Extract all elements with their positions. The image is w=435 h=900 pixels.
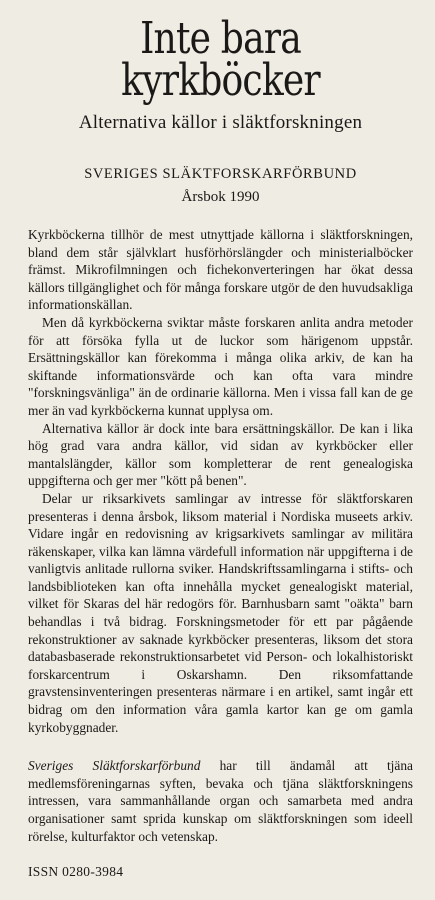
paragraph-1: Kyrkböckerna tillhör de mest utnyttjade källorna i släktforskningen, bland dem står självklart husförhörslängder och ministerialböcker främst. Mikrofilmningen och fichekonverteringen har ökat dessa källors tillgänglighet och för många forskare utgör de den huvudsakliga informationskällan. [28,227,413,313]
closing-statement [28,757,413,845]
issn-number: ISSN 0280-3984 [28,864,124,880]
paragraph-3: Alternativa källor är dock inte bara ersättningskällor. De kan i lika hög grad vara andra källor, vid sidan av kyrkböcker eller mantalslängder, källor som kompletterar de rent genealogiska uppgifterna och ger mer "kött på benen". [28,420,413,489]
closing-paragraph [28,757,413,845]
description-body [28,226,413,736]
closing-org-name: Sveriges Släktforskarförbund [28,758,201,774]
book-subtitle: Alternativa källor i släktforskningen [78,112,363,133]
publisher-name: SVERIGES SLÄKTFORSKARFÖRBUND [84,166,357,182]
paragraph-2: Men då kyrkböckerna sviktar måste forskaren anlita andra metoder för att försöka fylla ut de luckor som härigenom uppstår. Ersättningskällor kan förekomma i många olika arkiv, de kan ha skiftande informationsvärde och kan ofta vara mindre "forskningsvänliga" än de ordinarie källorna. Men i vissa fall kan de ge mer än vad kyrkböckerna kunnat upplysa om. [28,314,413,418]
book-title [63,13,379,106]
closing-text: har till ändamål att tjäna medlemsföreningarnas syften, bevaka och tjäna släktforskningens intressen, vara sammanhållande organ och samarbeta med andra organisationer samt sprida kunskap om släktforskningen som ideell rörelse, kulturfaktor och vetenskap. [28,758,413,844]
title-line-1: Inte bara [140,13,301,64]
yearbook-label: Årsbok 1990 [181,189,260,205]
paragraph-4: Delar ur riksarkivets samlingar av intresse för släktforskaren presenteras i denna årsbok, liksom material i Nordiska museets arkiv. Vidare ingår en redovisning av krigsarkivets samlingar av militära räkenskaper, vilka kan lämna värdefull information när uppgifterna i de vanligtvis anlitade rullorna sviker. Handskriftssamlingarna i stifts- och landsbiblioteken kan ofta innehålla mycket genealogiskt material, vilket för Skaras del här redogörs för. Barnhusbarn samt "oäkta" barn behandlas i två bidrag. Forskningsmetoder för ett par pågående rekonstruktioner av saknade kyrkböcker presenteras, liksom det stora databasbaserade rekonstruktionsarbetet vid Person- och lokalhistoriskt forskarcentrum i Oskarshamn. Den riksomfattande gravstensinventeringen presenteras närmare i en artikel, samt ingår ett bidrag om den information våra gamla kartor kan ge om gamla kyrkobyggnader. [28,490,413,735]
title-line-2: kyrkböcker [121,55,320,106]
